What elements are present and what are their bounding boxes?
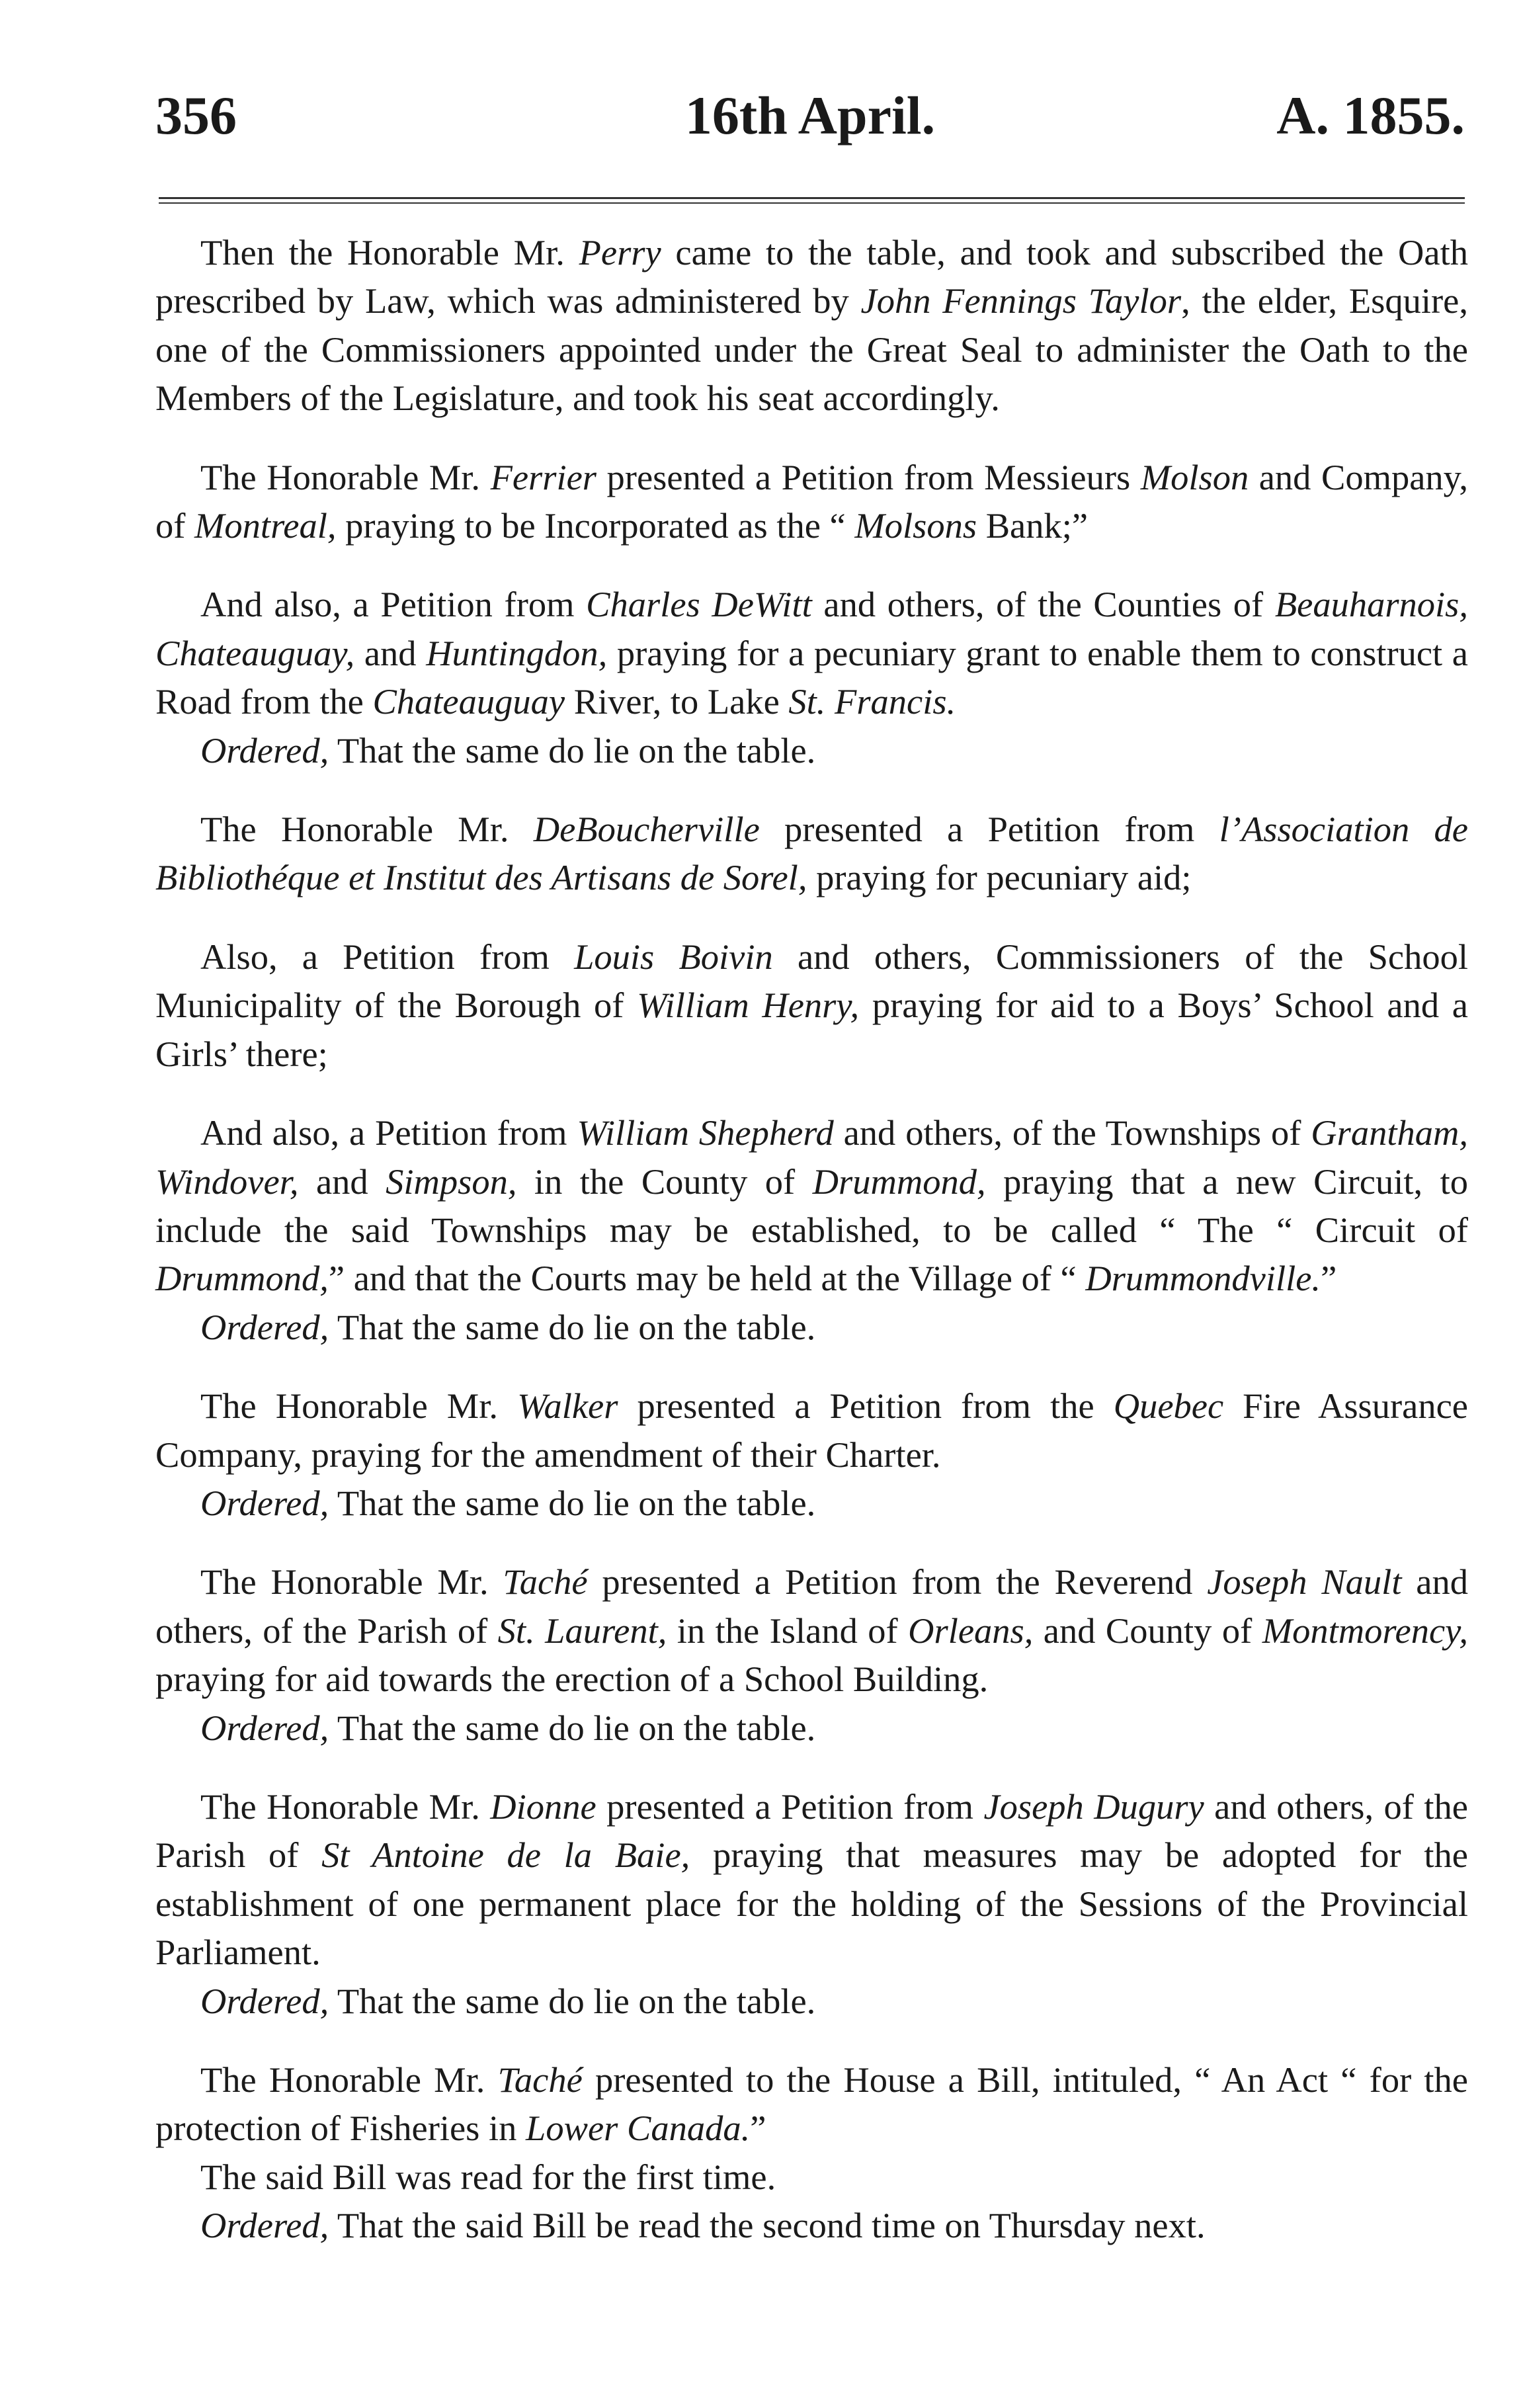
journal-body <box>155 228 1468 2250</box>
paragraph-tache-bill: The Honorable Mr. Taché presented to the House a Bill, intituled, “ An Act “ for the protection of Fisheries in Lower Canada.” <box>155 2059 1468 2149</box>
header-year: A. 1855. <box>1276 85 1465 145</box>
paragraph-dionne-petition: The Honorable Mr. Dionne presented a Petition from Joseph Dugury and others, of the Parish of St Antoine de la Baie, praying that measures may be adopted for the establishment of one permanent place for the holding of the Sessions of the Provincial Parliament. <box>155 1786 1468 1973</box>
paragraph-shepherd-petition: And also, a Petition from William Shepherd and others, of the Townships of Grantham, Windover, and Simpson, in the County of Drummond, praying that a new Circuit, to include the said Townships may be established, to be called “ The “ Circuit of Drummond,” and that the Courts may be held at the Village of “ Drummondville.” <box>155 1112 1468 1299</box>
header-rule-thin <box>159 202 1465 204</box>
order-lie-on-table: Ordered, That the same do lie on the table. <box>200 1980 816 2021</box>
paragraph-dewitt-petition: And also, a Petition from Charles DeWitt and others, of the Counties of Beauharnois, Chateauguay, and Huntingdon, praying for a pecuniary grant to enable them to construct a Road from the Chateauguay River, to Lake St. Francis. <box>155 584 1469 722</box>
paragraph-ferrier-petition: The Honorable Mr. Ferrier presented a Petition from Messieurs Molson and Company, of Montreal, praying to be Incorporated as the “ Molsons Bank;” <box>155 456 1468 546</box>
order-lie-on-table: Ordered, That the same do lie on the table. <box>200 729 816 770</box>
order-lie-on-table: Ordered, That the same do lie on the table. <box>200 1482 816 1523</box>
paragraph-boivin-petition: Also, a Petition from Louis Boivin and others, Commissioners of the School Municipality of the Borough of William Henry, praying for aid to a Boys’ School and a Girls’ there; <box>155 936 1468 1074</box>
order-second-reading: Ordered, That the said Bill be read the second time on Thursday next. <box>200 2205 1206 2246</box>
page-number: 356 <box>155 85 237 145</box>
paragraph-tache-petition: The Honorable Mr. Taché presented a Petition from the Reverend Joseph Nault and others, of the Parish of St. Laurent, in the Island of Orleans, and County of Montmorency, praying for aid towards the erection of a School Building. <box>155 1561 1468 1700</box>
paragraph-deboucherville-petition: The Honorable Mr. DeBoucherville presented a Petition from l’Association de Bibliothéque et Institut des Artisans de Sorel, praying for pecuniary aid; <box>155 809 1468 898</box>
header-rule <box>159 197 1465 199</box>
paragraph-perry-oath: Then the Honorable Mr. Perry came to the table, and took and subscribed the Oath prescribed by Law, which was administered by John Fennings Taylor, the elder, Esquire, one of the Commissioners appointed under the Great Seal to administer the Oath to the Members of the Legislature, and took his seat accordingly. <box>155 232 1468 419</box>
bill-first-reading: The said Bill was read for the first time. <box>200 2156 776 2197</box>
paragraph-walker-petition: The Honorable Mr. Walker presented a Petition from the Quebec Fire Assurance Company, praying for the amendment of their Charter. <box>155 1386 1468 1475</box>
page-header <box>155 79 1465 159</box>
order-lie-on-table: Ordered, That the same do lie on the table. <box>200 1707 816 1748</box>
order-lie-on-table: Ordered, That the same do lie on the table. <box>200 1306 816 1347</box>
header-date: 16th April. <box>684 85 936 145</box>
